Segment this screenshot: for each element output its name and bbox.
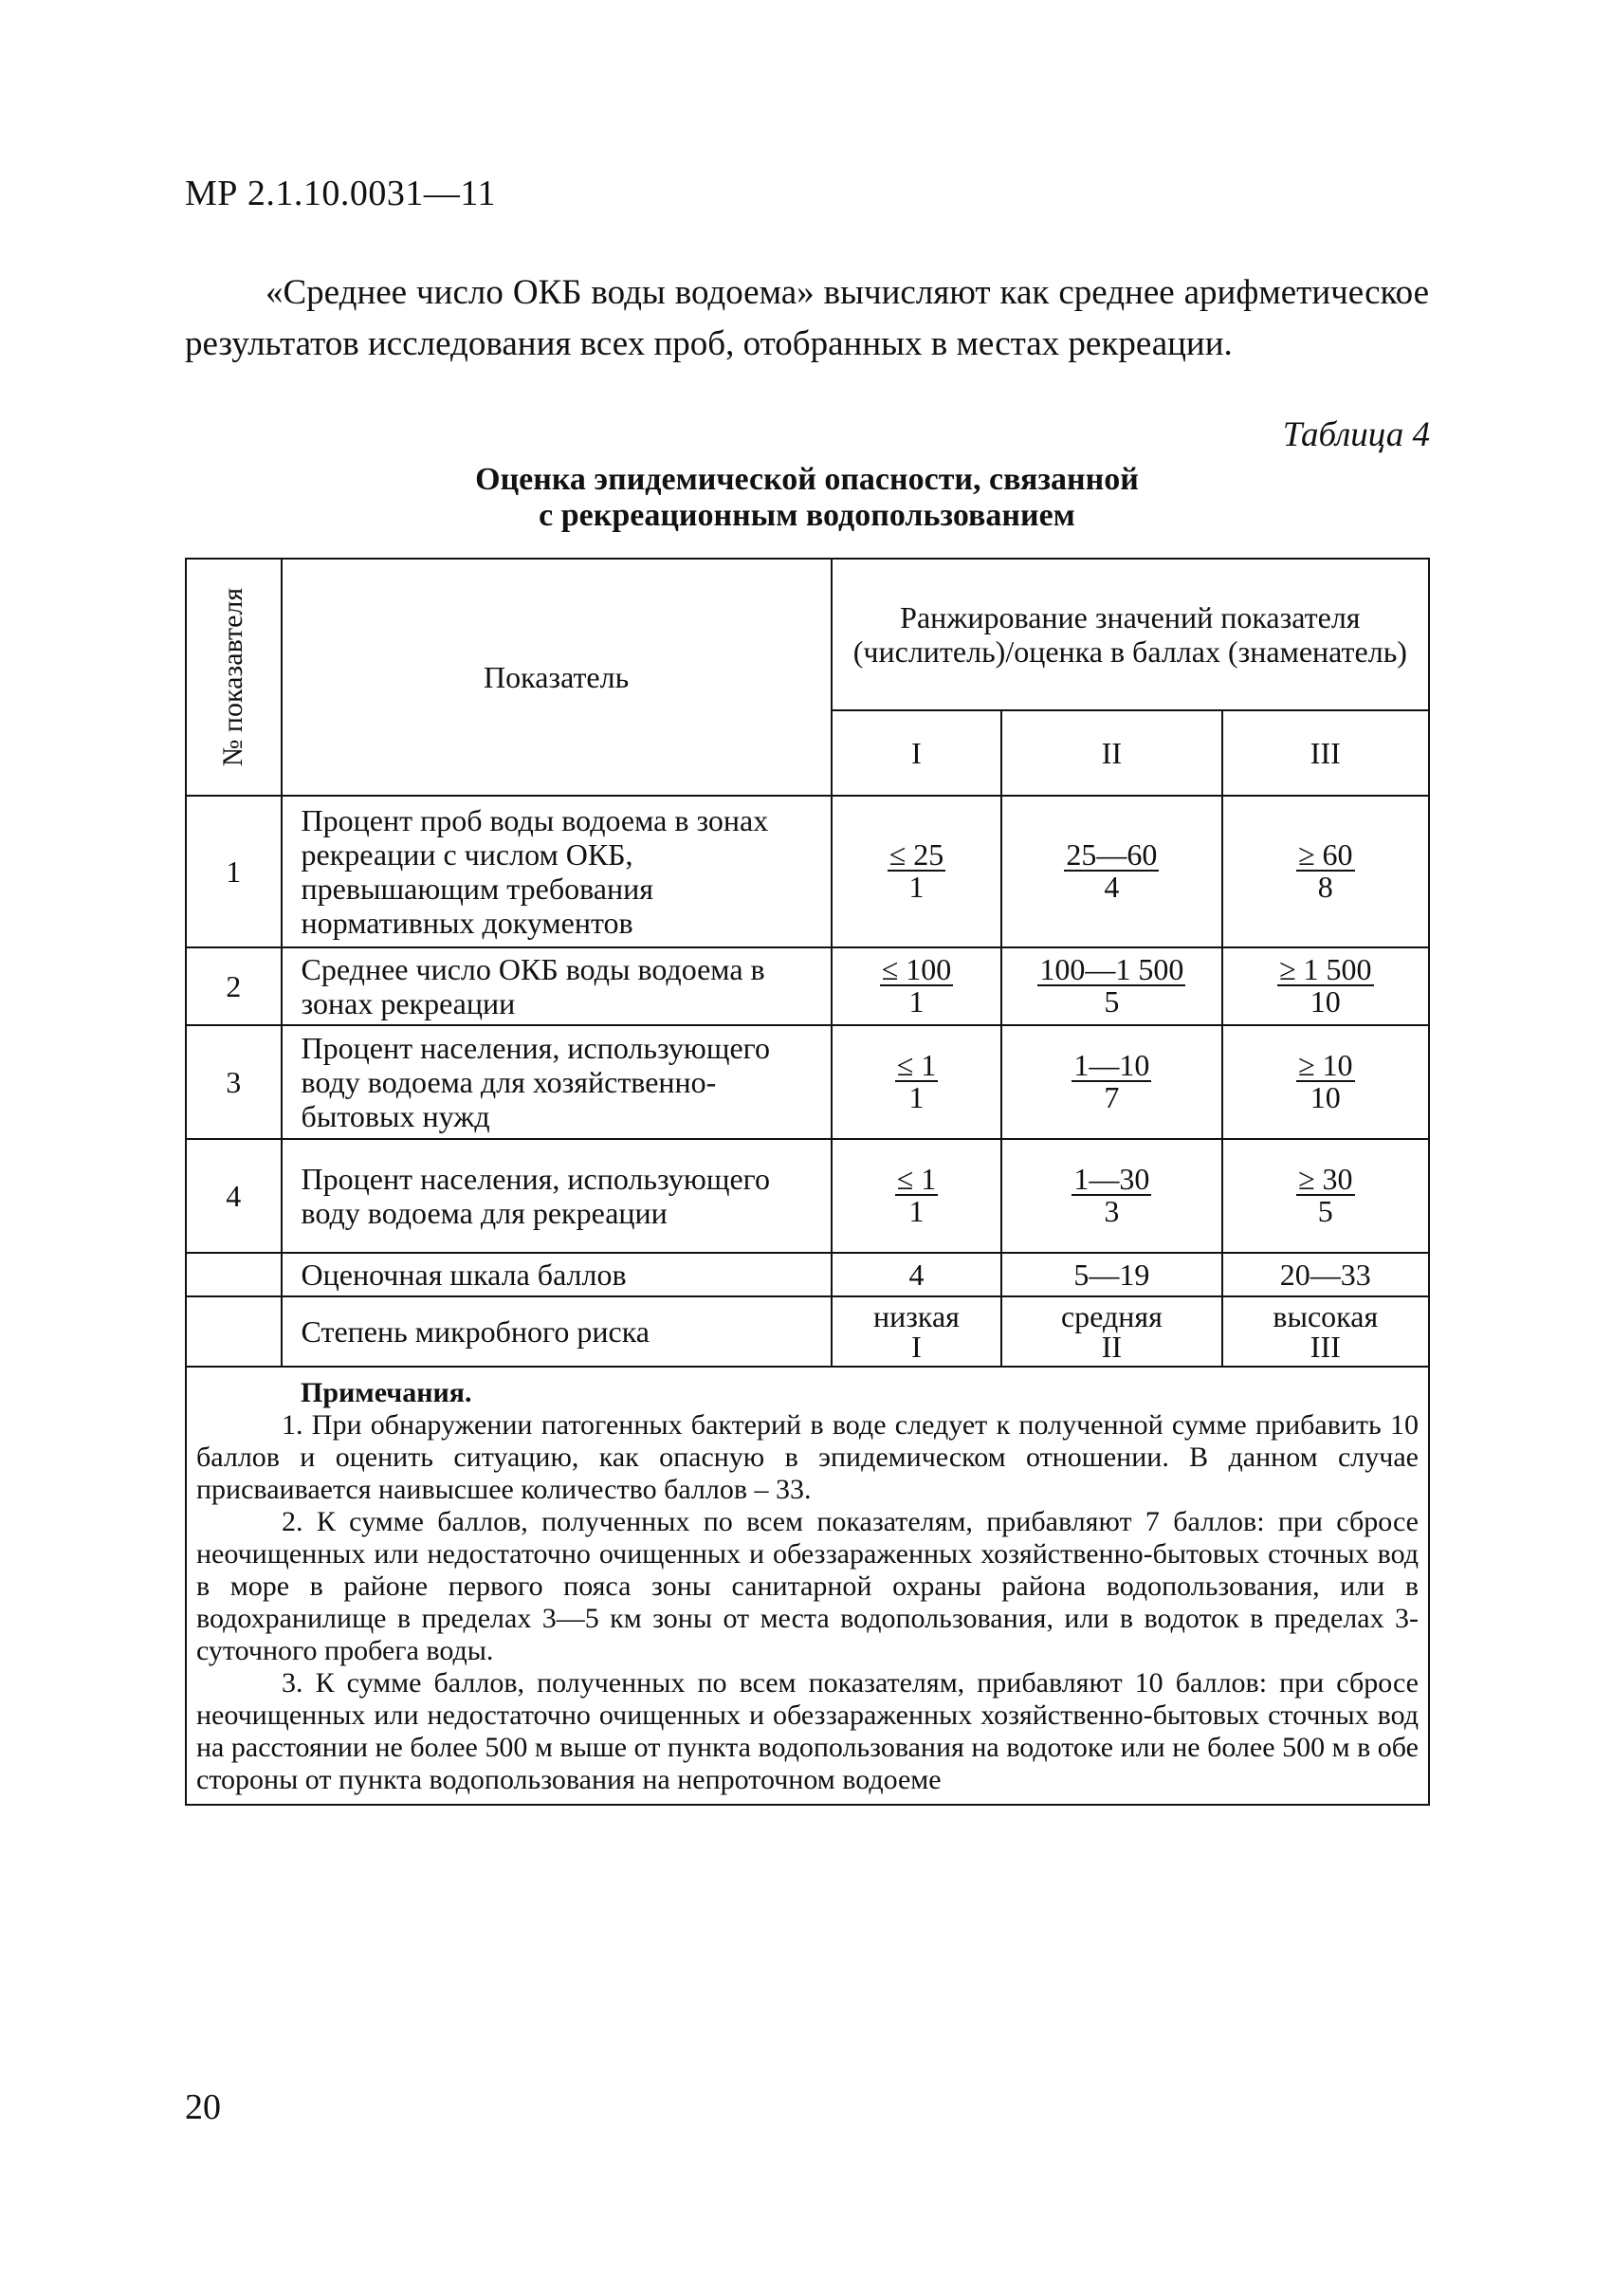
row-num: 4 — [186, 1139, 282, 1253]
risk-value: высокая III — [1222, 1296, 1429, 1367]
rank-fraction: $\frac{\le 1}{1}$ — [896, 1162, 937, 1228]
note-item: 1. При обнаружении патогенных бактерий в воде следует к полученной сумме прибавить 10 баллов и оценить ситуацию, как опасную в эпидемическом отношении. В данном случае присваивается наивысшее количество баллов – 33. — [196, 1409, 1419, 1505]
rank-fraction: $\frac{\le 100}{1}$ — [881, 952, 952, 1019]
level-1: I — [832, 710, 1002, 796]
row-indicator: Процент населения, использующего воду водоема для хозяйственно-бытовых нужд — [282, 1025, 832, 1139]
risk-table — [185, 558, 1430, 1806]
row-num: 3 — [186, 1025, 282, 1139]
table-title-line1: Оценка эпидемической опасности, связанной — [475, 462, 1139, 497]
notes-title: Примечания. — [301, 1377, 472, 1408]
page-number: 20 — [185, 2087, 221, 2127]
risk-label: Степень микробного риска — [282, 1296, 832, 1367]
level-3: III — [1222, 710, 1429, 796]
rank-fraction: $\frac{25—60}{4}$ — [1066, 837, 1158, 904]
table-row — [186, 796, 1429, 947]
risk-value: низкая I — [832, 1296, 1002, 1367]
header-num-cell — [186, 559, 282, 796]
rank-fraction: $\frac{\ge 1 500}{10}$ — [1278, 952, 1372, 1019]
row-num: 1 — [186, 796, 282, 947]
note-item: 2. К сумме баллов, полученных по всем показателям, прибавляют 7 баллов: при сбросе неочищенных или недостаточно очищенных и обеззараженных хозяйственно-бытовых сточных вод в море в районе первого пояса зоны санитарной охраны района водопользования, или в водохранилище в пределах 3—5 км зоны от места водопользования, или в водоток в пределах 3-суточного пробега воды. — [196, 1506, 1419, 1666]
row-indicator: Процент населения, использующего воду водоема для рекреации — [282, 1139, 832, 1253]
row-indicator: Процент проб воды водоема в зонах рекреации с числом ОКБ, превышающим требования нормативных документов — [282, 796, 832, 947]
risk-value: средняя II — [1001, 1296, 1221, 1367]
table-row — [186, 1139, 1429, 1253]
header-num: № показавтеля — [217, 587, 249, 767]
table-row — [186, 1025, 1429, 1139]
level-2: II — [1001, 710, 1221, 796]
row-num: 2 — [186, 947, 282, 1025]
rank-fraction: $\frac{1—10}{7}$ — [1073, 1048, 1150, 1114]
table-title — [185, 462, 1429, 534]
scale-value: 4 — [832, 1253, 1002, 1296]
scale-value: 20—33 — [1222, 1253, 1429, 1296]
table-title-line2: с рекреационным водопользованием — [539, 498, 1075, 533]
table-row — [186, 947, 1429, 1025]
rank-fraction: $\frac{\ge 10}{10}$ — [1297, 1048, 1353, 1114]
scale-label: Оценочная шкала баллов — [282, 1253, 832, 1296]
rank-fraction: $\frac{\le 1}{1}$ — [896, 1048, 937, 1114]
scale-value: 5—19 — [1001, 1253, 1221, 1296]
rank-fraction: $\frac{\ge 30}{5}$ — [1297, 1162, 1353, 1228]
risk-row — [186, 1296, 1429, 1367]
header-ranking: Ранжирование значений показателя (числитель)/оценка в баллах (знаменатель) — [832, 559, 1429, 710]
table-label: Таблица 4 — [1282, 415, 1430, 454]
intro-paragraph: «Среднее число ОКБ воды водоема» вычисляют как среднее арифметическое результатов исследования всех проб, отобранных в местах рекреации. — [185, 273, 1429, 363]
rank-fraction: $\frac{1—30}{3}$ — [1073, 1162, 1150, 1228]
scale-row — [186, 1253, 1429, 1296]
header-indicator: Показатель — [282, 559, 832, 796]
rank-fraction: $\frac{\le 25}{1}$ — [888, 837, 944, 904]
note-item: 3. К сумме баллов, полученных по всем показателям, прибавляют 10 баллов: при сбросе неочищенных или недостаточно очищенных и обеззараженных хозяйственно-бытовых сточных вод на расстоянии не более 500 м выше от пункта водопользования на водотоке или не более 500 м в обе стороны от пункта водопользования на непроточном водоеме — [196, 1667, 1419, 1795]
rank-fraction: $\frac{\ge 60}{8}$ — [1297, 837, 1353, 904]
row-indicator: Среднее число ОКБ воды водоема в зонах рекреации — [282, 947, 832, 1025]
notes-row — [186, 1367, 1429, 1805]
document-code: МР 2.1.10.0031—11 — [185, 174, 497, 213]
rank-fraction: $\frac{100—1 500}{5}$ — [1039, 952, 1184, 1019]
notes-cell — [186, 1367, 1429, 1805]
